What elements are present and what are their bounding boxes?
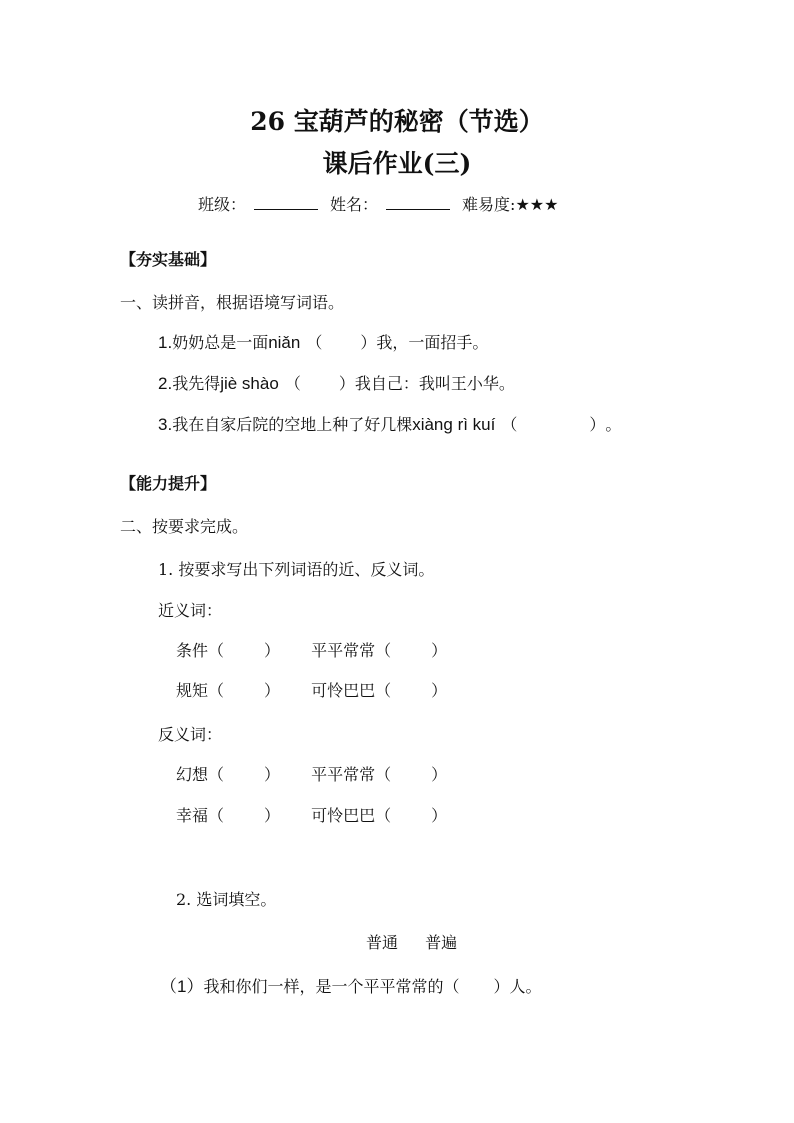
item-text-after: 我自己：我叫王小华。 [354, 374, 515, 393]
pinyin-item-2 [158, 371, 515, 394]
page-title: 26 宝葫芦的秘密（节选） [250, 107, 544, 136]
word-a: 条件（ [176, 641, 225, 660]
student-info-line [198, 192, 558, 215]
open-paren: （ [501, 415, 518, 434]
item-number: 1. [158, 333, 173, 352]
close-paren: ） [431, 806, 448, 825]
fill-blank-item-1 [160, 972, 542, 997]
question-two-title: 二、按要求完成。 [120, 517, 249, 536]
question-one-title: 一、读拼音，根据语境写词语。 [120, 293, 345, 312]
close-paren: ） [264, 806, 281, 825]
class-blank[interactable] [254, 195, 318, 210]
item-text: 我和你们一样，是一个平平常常的（ [203, 977, 460, 996]
pinyin-text: niǎn [268, 333, 301, 352]
item-number: （1） [160, 977, 204, 996]
close-paren: ） [431, 681, 448, 700]
close-paren: ） [338, 374, 355, 393]
word-b: 可怜巴巴（ [311, 806, 392, 825]
word-a: 幻想（ [176, 765, 225, 784]
pinyin-item-3 [158, 412, 621, 435]
close-paren: ） [264, 765, 281, 784]
synonyms-label: 近义词： [158, 601, 223, 620]
synonym-row-1 [176, 638, 447, 661]
item-text-before: 我先得 [172, 374, 221, 393]
section-heading-improvement: 【能力提升】 [120, 474, 217, 493]
item-close: ）人。 [493, 977, 542, 996]
word-b: 可怜巴巴（ [311, 681, 392, 700]
antonyms-label: 反义词： [158, 725, 223, 744]
pinyin-text: xiàng rì kuí [412, 415, 496, 434]
class-label: 班级： [198, 195, 247, 214]
page-subtitle: 课后作业(三) [322, 149, 472, 178]
close-paren: ） [360, 333, 377, 352]
item-number: 2. [158, 374, 173, 393]
word-a: 幸福（ [176, 806, 225, 825]
word-b: 平平常常（ [311, 765, 392, 784]
antonym-row-1 [176, 762, 447, 785]
open-paren: （ [284, 374, 301, 393]
subquestion-1-title: 1. 按要求写出下列词语的近、反义词。 [158, 560, 435, 579]
name-label: 姓名： [330, 195, 379, 214]
section-heading-basics: 【夯实基础】 [120, 250, 217, 269]
antonym-row-2 [176, 803, 447, 826]
item-text-before: 我在自家后院的空地上种了好几棵 [172, 415, 413, 434]
choice-word: 普通 [366, 933, 399, 952]
synonym-row-2 [176, 678, 447, 701]
difficulty-label: 难易度: [462, 195, 516, 214]
item-text-before: 奶奶总是一面 [172, 333, 269, 352]
word-b: 平平常常（ [311, 641, 392, 660]
difficulty-stars: ★★★ [515, 195, 559, 214]
close-paren: ） [589, 415, 606, 434]
word-a: 规矩（ [176, 681, 225, 700]
choice-word: 普遍 [425, 933, 458, 952]
pinyin-item-1 [158, 330, 488, 353]
pinyin-text: jiè shào [220, 374, 279, 393]
word-choices [366, 930, 457, 953]
item-text-after: 我，一面招手。 [376, 333, 489, 352]
open-paren: （ [306, 333, 323, 352]
subquestion-2-title: 2. 选词填空。 [176, 890, 277, 909]
close-paren: ） [431, 641, 448, 660]
close-paren: ） [264, 641, 281, 660]
close-paren: ） [431, 765, 448, 784]
close-paren: ） [264, 681, 281, 700]
item-text-after: 。 [605, 415, 622, 434]
item-number: 3. [158, 415, 173, 434]
name-blank[interactable] [386, 195, 450, 210]
